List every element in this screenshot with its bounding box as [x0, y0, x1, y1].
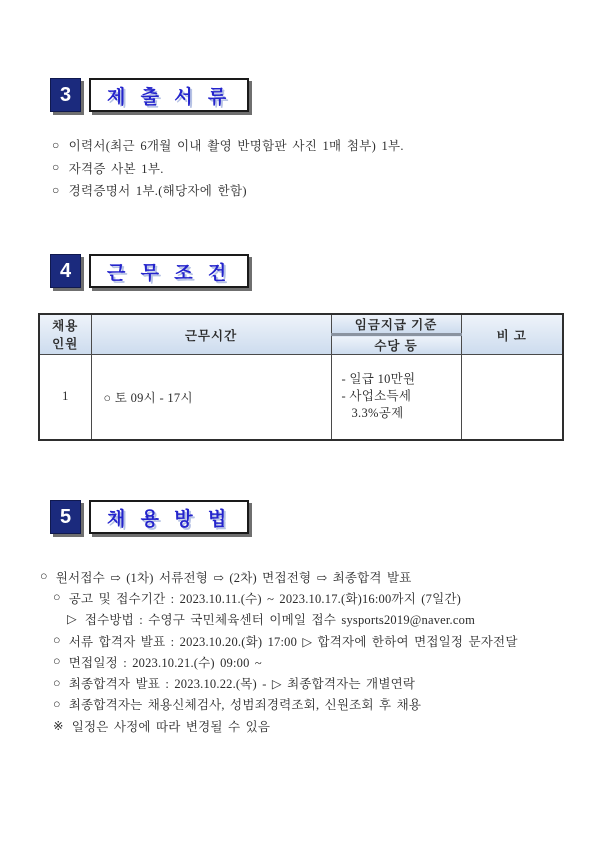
list-item-text: 서류 합격자 발표 : 2023.10.20.(화) 17:00 ▷ 합격자에 한하여 면접일정 문자전달 — [68, 634, 518, 649]
section-title: 근 무 조 건 — [107, 262, 232, 284]
list-item-text: 경력증명서 1부.(해당자에 한함) — [68, 184, 247, 199]
list-item-text: 일정은 사정에 따라 변경될 수 있음 — [71, 719, 271, 734]
section-number-badge: 5 — [50, 500, 81, 534]
pay-line: - 사업소득세 — [341, 389, 412, 404]
section-header-conditions — [50, 254, 249, 288]
pay-line: - 일급 10만원 — [341, 372, 416, 387]
circle-bullet-icon: ○ — [52, 160, 60, 175]
list-item-text: 공고 및 접수기간 : 2023.10.11.(수) ~ 2023.10.17.(화)16:00까지 (7일간) — [68, 591, 462, 606]
cell-note — [461, 355, 563, 440]
method-list — [40, 566, 518, 736]
header-cell-hours: 근무시간 — [91, 314, 331, 355]
list-item — [40, 672, 518, 693]
circle-bullet-icon: ○ — [40, 569, 48, 584]
section-number-badge: 3 — [50, 78, 81, 112]
cell-pay — [331, 355, 461, 440]
header-cell-allowance: 수당 등 — [331, 335, 461, 355]
header-cell-pay-standard: 임금지급 기준 — [331, 314, 461, 335]
list-item — [40, 587, 518, 608]
circle-bullet-icon: ○ — [53, 654, 61, 669]
circle-bullet-icon: ○ — [53, 675, 61, 690]
cell-hours: ○ 토 09시 - 17시 — [91, 355, 331, 440]
header-text: 채용 — [52, 318, 79, 333]
circle-bullet-icon: ○ — [53, 633, 61, 648]
triangle-bullet-icon: ▷ — [67, 612, 77, 627]
section-title-box — [89, 254, 249, 288]
list-item — [40, 694, 518, 715]
reference-mark-icon: ※ — [53, 718, 64, 733]
section-title: 제 출 서 류 — [107, 86, 232, 108]
list-item — [40, 609, 518, 630]
section-title-box — [89, 500, 249, 534]
cell-headcount: 1 — [39, 355, 91, 440]
section-header-documents — [50, 78, 249, 112]
working-conditions-table — [38, 313, 564, 441]
list-item-text: 최종합격자는 채용신체검사, 성범죄경력조회, 신원조회 후 채용 — [68, 698, 422, 713]
section-title: 채 용 방 법 — [107, 508, 232, 530]
list-item — [52, 179, 404, 202]
list-item-text: 접수방법 : 수영구 국민체육센터 이메일 접수 sysports2019@naver.com — [84, 613, 476, 628]
section-title-box — [89, 78, 249, 112]
list-item — [40, 651, 518, 672]
list-item — [40, 630, 518, 651]
section-header-method — [50, 500, 249, 534]
documents-list — [52, 134, 404, 202]
list-item — [52, 134, 404, 157]
circle-bullet-icon: ○ — [53, 696, 61, 711]
list-item-text: 면접일정 : 2023.10.21.(수) 09:00 ~ — [68, 655, 262, 670]
section-number-badge: 4 — [50, 254, 81, 288]
list-item — [40, 566, 518, 587]
list-item-text: 이력서(최근 6개월 이내 촬영 반명함판 사진 1매 첨부) 1부. — [68, 139, 404, 154]
header-cell-headcount — [39, 314, 91, 355]
pay-line: 3.3%공제 — [351, 406, 404, 421]
list-item — [40, 715, 518, 736]
list-item-text: 원서접수 ⇨ (1차) 서류전형 ⇨ (2차) 면접전형 ⇨ 최종합격 발표 — [55, 570, 412, 585]
header-text: 인원 — [52, 336, 79, 351]
header-cell-note: 비 고 — [461, 314, 563, 355]
circle-bullet-icon: ○ — [53, 590, 61, 605]
list-item-text: 최종합격자 발표 : 2023.10.22.(목) - ▷ 최종합격자는 개별연락 — [68, 677, 416, 692]
list-item — [52, 157, 404, 180]
circle-bullet-icon: ○ — [52, 182, 60, 197]
list-item-text: 자격증 사본 1부. — [68, 161, 164, 176]
circle-bullet-icon: ○ — [52, 137, 60, 152]
